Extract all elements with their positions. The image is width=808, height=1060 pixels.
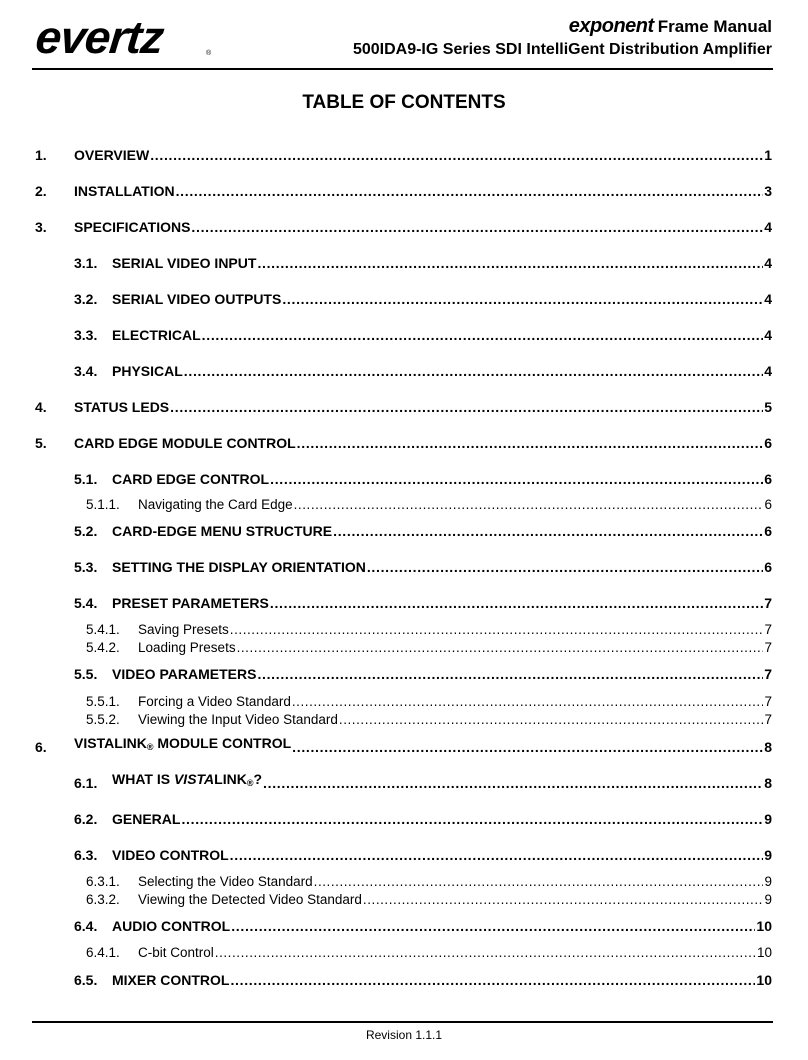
toc-entry[interactable] (74, 253, 772, 271)
toc-entry-title (138, 712, 338, 728)
toc-entry[interactable] (35, 181, 772, 199)
toc-entry-title (138, 892, 362, 908)
toc-entry[interactable] (86, 692, 772, 710)
toc-entry-number: 6.4. (74, 918, 98, 934)
toc-entry-page: 10 (756, 972, 772, 988)
toc-entry-page: 9 (764, 847, 772, 863)
toc-entry[interactable] (86, 638, 772, 656)
toc-entry-title (112, 666, 256, 682)
toc-entry-title-text: INSTALLATION (74, 183, 175, 199)
toc-entry[interactable] (86, 943, 772, 961)
toc-entry[interactable] (74, 557, 772, 575)
toc-entry-title (74, 435, 296, 451)
toc-entry-title-text: SERIAL VIDEO INPUT (112, 255, 257, 271)
toc-entry-number: 5.4. (74, 595, 98, 611)
toc-entry-title (112, 972, 229, 988)
toc-entry-title (112, 595, 269, 611)
dot-leader (270, 595, 763, 611)
toc-entry-number: 2. (35, 183, 47, 199)
toc-entry-page: 7 (764, 595, 772, 611)
header-titles (353, 16, 772, 61)
registered-mark: ® (146, 742, 154, 752)
toc-entry-title-end: ? (253, 773, 263, 787)
toc-entry-number: 3.2. (74, 291, 98, 307)
toc-entry[interactable] (74, 361, 772, 379)
toc-entry-title-text: STATUS LEDS (74, 399, 170, 415)
toc-entry-title-text: CARD EDGE MODULE CONTROL (74, 435, 296, 451)
toc-entry-page: 4 (764, 363, 772, 379)
dot-leader (230, 972, 755, 988)
toc-entry[interactable] (35, 397, 772, 415)
dot-leader (257, 666, 763, 682)
toc-entry-title-rest: LINK (214, 773, 247, 787)
toc-entry-title (74, 147, 149, 163)
toc-entry-number: 5.5. (74, 666, 98, 682)
dot-leader (263, 775, 763, 791)
toc-entry-number: 6.4.1. (86, 945, 120, 960)
dot-leader (367, 559, 763, 575)
toc-entry-page: 9 (764, 892, 772, 907)
toc-entry[interactable] (35, 145, 772, 163)
toc-entry-number: 5.5.2. (86, 712, 120, 727)
toc-entry-title-text: OVERVIEW (74, 147, 150, 163)
dot-leader (270, 471, 763, 487)
toc-entry-number: 5.4.1. (86, 622, 120, 637)
toc-entry-title-italic: VISTA (173, 773, 215, 787)
toc-entry-title-text: SPECIFICATIONS (74, 219, 191, 235)
toc-entry-number: 5.4.2. (86, 640, 120, 655)
toc-entry-page: 4 (764, 255, 772, 271)
toc-entry-title (138, 945, 214, 961)
toc-entry-number: 3.4. (74, 363, 98, 379)
toc-entry[interactable] (74, 773, 772, 791)
product-title: 500IDA9-IG Series SDI IntelliGent Distribution Amplifier (352, 41, 772, 58)
toc-entry-title-text: VISTALINK (74, 737, 147, 751)
dot-leader (230, 622, 764, 638)
toc-entry-page: 9 (764, 811, 772, 827)
dot-leader (202, 327, 764, 343)
toc-entry-title-text: CARD-EDGE MENU STRUCTURE (112, 523, 333, 539)
toc-entry-title-text: SERIAL VIDEO OUTPUTS (112, 291, 282, 307)
toc-entry-title (112, 291, 281, 307)
toc-entry-title-text: SETTING THE DISPLAY ORIENTATION (112, 559, 366, 575)
toc-entry-title-text: Selecting the Video Standard (138, 874, 313, 889)
toc-entry-page: 6 (764, 471, 772, 487)
toc-entry-number: 3.3. (74, 327, 98, 343)
dot-leader (333, 523, 763, 539)
toc-entry[interactable] (86, 495, 772, 513)
toc-entry-title (112, 918, 230, 934)
toc-entry[interactable] (86, 890, 772, 908)
toc-entry[interactable] (74, 521, 772, 539)
toc-entry-page: 6 (764, 435, 772, 451)
toc-entry-title-text: VIDEO CONTROL (112, 847, 229, 863)
dot-leader (292, 694, 764, 710)
toc-entry-title (74, 737, 291, 755)
toc-entry-number: 5.1. (74, 471, 98, 487)
toc-entry-page: 6 (764, 497, 772, 512)
toc-entry[interactable] (74, 469, 772, 487)
toc-entry-title (138, 622, 229, 638)
toc-entry[interactable] (35, 737, 772, 755)
toc-entry-page: 4 (764, 327, 772, 343)
toc-entry-page: 3 (764, 183, 772, 199)
toc-entry-title-text: Navigating the Card Edge (138, 497, 293, 512)
toc-entry-number: 1. (35, 147, 47, 163)
page-header (0, 0, 808, 70)
toc-entry-number: 6.3.1. (86, 874, 120, 889)
toc-entry-page: 1 (764, 147, 772, 163)
toc-entry-page: 7 (764, 712, 772, 727)
dot-leader (339, 712, 764, 728)
toc-entry-title-text: MIXER CONTROL (112, 972, 230, 988)
toc-entry-page: 4 (764, 291, 772, 307)
toc-heading: TABLE OF CONTENTS (302, 92, 506, 113)
toc-entry-title-text: AUDIO CONTROL (112, 918, 231, 934)
toc-entry[interactable] (86, 872, 772, 890)
toc-entry-title-text: ELECTRICAL (112, 327, 201, 343)
toc-entry-number: 6.3. (74, 847, 98, 863)
toc-entry-title-text: VIDEO PARAMETERS (112, 666, 257, 682)
dot-leader (257, 255, 763, 271)
toc-entry-title-text: Viewing the Detected Video Standard (138, 892, 362, 907)
dot-leader (230, 847, 764, 863)
dot-leader (294, 497, 764, 513)
toc-entry-title (112, 523, 332, 539)
toc-entry-title-text: Viewing the Input Video Standard (138, 712, 338, 727)
dot-leader (237, 640, 764, 656)
footer-rule (32, 1021, 773, 1023)
logo-registered-mark: ® (206, 50, 212, 57)
toc-entry[interactable] (35, 433, 772, 451)
dot-leader (282, 291, 763, 307)
toc-entry[interactable] (86, 710, 772, 728)
brand-name: exponent (568, 15, 654, 37)
registered-mark: ® (246, 778, 254, 788)
toc-entry-page: 10 (756, 945, 772, 960)
toc-entry-title-text: Forcing a Video Standard (138, 694, 291, 709)
dot-leader (181, 811, 763, 827)
dot-leader (314, 874, 764, 890)
toc-entry-title-rest: MODULE CONTROL (153, 737, 292, 751)
toc-entry-page: 7 (764, 640, 772, 655)
toc-entry-title-text: C-bit Control (138, 945, 214, 960)
manual-type: Frame Manual (657, 17, 772, 36)
toc-entry-page: 8 (764, 739, 772, 755)
toc-entry[interactable] (35, 217, 772, 235)
toc-entry[interactable] (74, 593, 772, 611)
toc-entry[interactable] (74, 916, 772, 934)
toc-entry-title (112, 363, 183, 379)
dot-leader (231, 918, 755, 934)
toc-entry-number: 5.5.1. (86, 694, 120, 709)
toc-entry-title-text: Loading Presets (138, 640, 236, 655)
revision-footer: Revision 1.1.1 (365, 1028, 443, 1042)
toc-entry-title-text: WHAT IS (112, 773, 174, 787)
toc-entry-page: 10 (756, 918, 772, 934)
toc-entry[interactable] (74, 845, 772, 863)
toc-entry-title (74, 399, 169, 415)
toc-entry-number: 3. (35, 219, 47, 235)
toc-entry-number: 5.1.1. (86, 497, 120, 512)
toc-entry[interactable] (74, 325, 772, 343)
toc-entry-title (138, 874, 313, 890)
toc-entry-number: 6.1. (74, 775, 98, 791)
toc-entry-title (112, 471, 269, 487)
manual-title (353, 16, 772, 37)
dot-leader (184, 363, 763, 379)
toc-entry-title (112, 773, 262, 791)
toc-entry-title-text: Saving Presets (138, 622, 229, 637)
toc-entry-number: 5.3. (74, 559, 98, 575)
toc-entry-page: 5 (764, 399, 772, 415)
toc-entry-number: 5. (35, 435, 47, 451)
dot-leader (297, 435, 764, 451)
toc-entry-title-text: GENERAL (112, 811, 181, 827)
toc-entry[interactable] (86, 620, 772, 638)
toc-entry-title-text: PHYSICAL (112, 363, 183, 379)
toc-entry-number: 6. (35, 739, 47, 755)
toc-entry-number: 5.2. (74, 523, 98, 539)
toc-entry-number: 6.2. (74, 811, 98, 827)
toc-entry-title (112, 847, 229, 863)
toc-entry[interactable] (74, 970, 772, 988)
toc-entry-title (112, 811, 180, 827)
toc-entry-page: 8 (764, 775, 772, 791)
toc-entry-page: 7 (764, 666, 772, 682)
dot-leader (292, 739, 763, 755)
toc-entry-title (112, 255, 256, 271)
toc-entry-title-text: CARD EDGE CONTROL (112, 471, 270, 487)
toc-entry-title (138, 497, 293, 513)
evertz-logo: evertz (33, 11, 166, 63)
toc-entry-page: 4 (764, 219, 772, 235)
dot-leader (176, 183, 764, 199)
toc-entry-title (138, 694, 291, 710)
dot-leader (191, 219, 763, 235)
toc-entry[interactable] (74, 809, 772, 827)
dot-leader (170, 399, 763, 415)
toc-entry-page: 6 (764, 559, 772, 575)
toc-entry-number: 3.1. (74, 255, 98, 271)
toc-entry-page: 9 (764, 874, 772, 889)
toc-entry[interactable] (74, 289, 772, 307)
toc-entry-number: 6.5. (74, 972, 98, 988)
toc-entry-page: 6 (764, 523, 772, 539)
toc-entry-title (138, 640, 236, 656)
toc-entry-title-text: PRESET PARAMETERS (112, 595, 269, 611)
dot-leader (363, 892, 764, 908)
toc-entry-page: 7 (764, 694, 772, 709)
dot-leader (215, 945, 756, 961)
toc-entry-number: 4. (35, 399, 47, 415)
toc-entry-title (74, 219, 190, 235)
toc-entry-title (112, 327, 201, 343)
header-rule (32, 68, 773, 70)
toc-entry-title (74, 183, 175, 199)
toc-entry-page: 7 (764, 622, 772, 637)
toc-entry-title (112, 559, 366, 575)
toc-entry-number: 6.3.2. (86, 892, 120, 907)
dot-leader (150, 147, 763, 163)
toc-entry[interactable] (74, 664, 772, 682)
